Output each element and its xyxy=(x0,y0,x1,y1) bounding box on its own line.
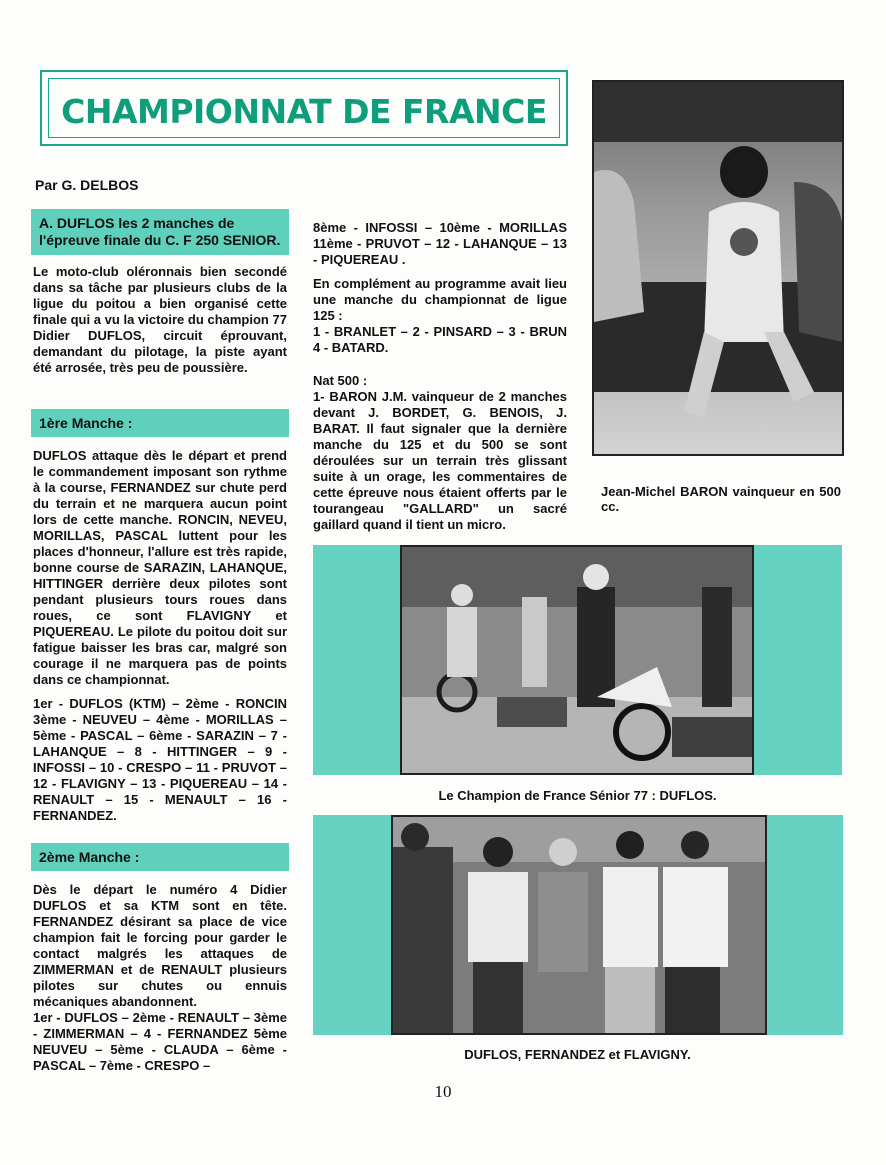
page-title: CHAMPIONNAT DE FRANCE xyxy=(61,92,547,131)
manche2-results: 1er - DUFLOS – 2ème - RENAULT – 3ème - ZIMMERMAN – 4 - FERNANDEZ 5ème NEUVEU – 5ème - CLAUDA – 6ème - PASCAL – 7ème - CRESPO – xyxy=(33,1010,287,1073)
baron-photo xyxy=(592,80,844,456)
champion-photo xyxy=(400,545,754,775)
group-photo-image xyxy=(393,817,765,1033)
baron-caption: Jean-Michel BARON vainqueur en 500 cc. xyxy=(601,484,841,514)
manche2-text: Dès le départ le numéro 4 Didier DUFLOS et sa KTM sont en tête. FERNANDEZ désirant sa place de vice champion fait le forcing pour garder le contact malgrés les attaques de ZIMMERMAN et de RENAULT plusieurs pilotes sur chutes ou ennuis mécaniques abandonnent. xyxy=(33,882,287,1009)
ligue-results: 1 - BRANLET – 2 - PINSARD – 3 - BRUN 4 - BATARD. xyxy=(313,324,567,355)
baron-photo-image xyxy=(594,82,842,454)
group-panel-right xyxy=(765,815,843,1035)
section-a-heading: A. DUFLOS les 2 manches de l'épreuve finale du C. F 250 SENIOR. xyxy=(31,209,289,255)
page-number: 10 xyxy=(434,1082,452,1101)
group-photo xyxy=(391,815,767,1035)
champion-panel-left xyxy=(313,545,401,775)
champion-caption: Le Champion de France Sénior 77 : DUFLOS. xyxy=(438,788,717,803)
byline: Par G. DELBOS xyxy=(35,177,139,193)
nat500-heading: Nat 500 : xyxy=(313,373,368,388)
ligue-intro: En complément au programme avait lieu une manche du championnat de ligue 125 : xyxy=(313,276,567,323)
manche1-results: 1er - DUFLOS (KTM) – 2ème - RONCIN 3ème - NEUVEU – 4ème - MORILLAS – 5ème - PASCAL – 6ème - SARAZIN – 7 - LAHANQUE – 8 - HITTINGER – 9 - INFOSSI – 10 - CRESPO – 11 - PRUVOT – 12 - FLAVIGNY – 13 - PIQUEREAU – 14 - RENAULT – 15 - MENAULT – 16 - FERNANDEZ. xyxy=(33,696,287,823)
manche1-text: DUFLOS attaque dès le départ et prend le commandement imposant son rythme à la course, FERNANDEZ sur chute perd du terrain et ne marquera aucun point lors de cette manche. RONCIN, NEVEU, MORILLAS, PASCAL luttent pour les places d'honneur, l'allure est très rapide, bonne course de SARAZIN, LAHANQUE, HITTINGER derrière deux pilotes sont pendant plusieurs tours roues dans roues, ce sont FLAVIGNY et PIQUEREAU. Le pilote du poitou doit sur fatigue baisser les bras car, malgré son courage il ne marquera pas de points dans ce championnat. xyxy=(33,448,287,687)
section-a-intro: Le moto-club oléronnais bien secondé dans sa tâche par plusieurs clubs de la ligue du poitou a bien organisé cette finale qui a vu la victoire du champion 77 Didier DUFLOS, circuit éprouvant, demandant du pilotage, la piste ayant été arrosée, très peu de poussière. xyxy=(33,264,287,375)
nat500-text: 1- BARON J.M. vainqueur de 2 manches devant J. BORDET, G. BENOIS, J. BARAT. Il faut signaler que la dernière manche du 125 et du 500 se sont déroulées sur un terrain très glissant suite à un orage, les commentaires de cette épreuve nous étaient offerts par le tourangeau "GALLARD" un sacré gaillard quand il tient un micro. xyxy=(313,389,567,532)
group-caption: DUFLOS, FERNANDEZ et FLAVIGNY. xyxy=(464,1047,691,1062)
champion-panel-right xyxy=(752,545,842,775)
champion-photo-image xyxy=(402,547,752,773)
manche2-heading: 2ème Manche : xyxy=(31,843,289,871)
manche1-heading: 1ère Manche : xyxy=(31,409,289,437)
col2-continued-results: 8ème - INFOSSI – 10ème - MORILLAS 11ème - PRUVOT – 12 - LAHANQUE – 13 - PIQUEREAU . xyxy=(313,220,567,267)
title-box xyxy=(40,70,568,146)
group-panel-left xyxy=(313,815,393,1035)
